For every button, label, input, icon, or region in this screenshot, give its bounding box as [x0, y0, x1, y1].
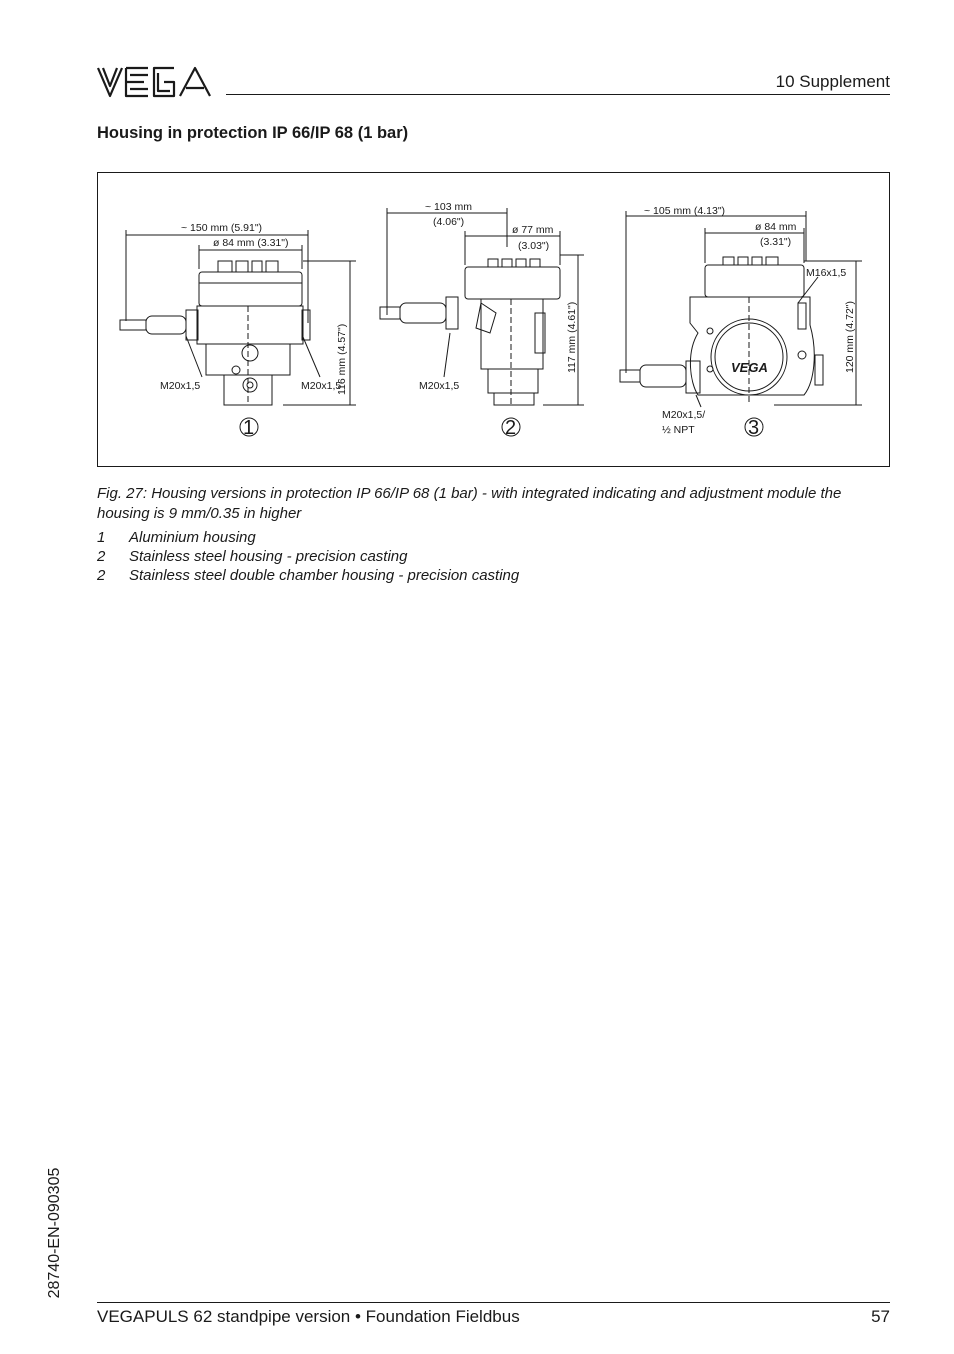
housing-dimension-figure: [97, 172, 890, 467]
h2-width-line1: ~ 103 mm: [425, 201, 472, 213]
legend-text: Stainless steel double chamber housing - precision casting: [129, 567, 520, 584]
header-section-title: 10 Supplement: [775, 72, 890, 91]
h3-width-total: ~ 105 mm (4.13"): [644, 205, 726, 217]
h2-callout: 2: [505, 417, 517, 439]
housing-3-drawing: [620, 211, 862, 407]
h2-diameter-line2: (3.03"): [518, 240, 550, 252]
h2-thread: M20x1,5: [419, 380, 460, 392]
page-title: Housing in protection IP 66/IP 68 (1 bar): [97, 124, 409, 142]
page-number: 57: [871, 1307, 890, 1326]
h3-diameter-line2: (3.31"): [760, 236, 792, 248]
h1-width-total: ~ 150 mm (5.91"): [181, 222, 263, 234]
h2-width-line2: (4.06"): [433, 216, 465, 228]
footer-title: VEGAPULS 62 standpipe version • Foundation Fieldbus: [97, 1307, 520, 1326]
legend-number: 2: [97, 548, 106, 565]
h2-height: 117 mm (4.61"): [566, 301, 578, 373]
vega-logo: [96, 66, 214, 103]
housing-2-drawing: [380, 208, 584, 405]
h2-diameter-line1: ø 77 mm: [512, 224, 554, 236]
h3-diameter-line1: ø 84 mm: [755, 221, 797, 233]
h1-thread-right: M20x1,5: [301, 380, 342, 392]
legend-number: 1: [97, 529, 106, 546]
h1-callout: 1: [243, 417, 255, 439]
side-document-id-text: 28740-EN-090305: [46, 1167, 63, 1299]
h3-thread-top: M16x1,5: [806, 267, 847, 279]
h3-callout: 3: [748, 417, 760, 439]
legend-number: 2: [97, 567, 106, 584]
legend-item: [97, 567, 519, 584]
legend-item: [97, 529, 256, 546]
housing-drawing: [98, 173, 889, 466]
header-rule: [226, 94, 890, 95]
h1-diameter: ø 84 mm (3.31"): [213, 237, 289, 249]
h3-logo-label: VEGA: [731, 360, 768, 375]
h3-height: 120 mm (4.72"): [844, 300, 856, 373]
h3-thread-bottom-line1: M20x1,5/: [662, 409, 706, 421]
housing-1-drawing: [120, 230, 356, 405]
side-document-id: [32, 1158, 78, 1308]
legend-text: Stainless steel housing - precision casting: [129, 548, 408, 565]
h1-height: 116 mm (4.57"): [336, 323, 348, 395]
figure-caption: Fig. 27: Housing versions in protection IP 66/IP 68 (1 bar) - with integrated indicating and adjustment module the housing is 9 mm/0.35 in higher: [97, 485, 842, 522]
legend-text: Aluminium housing: [129, 529, 256, 546]
h1-thread-left: M20x1,5: [160, 380, 201, 392]
footer-rule: [97, 1302, 890, 1303]
legend-item: [97, 548, 407, 565]
h3-thread-bottom-line2: ½ NPT: [662, 424, 695, 436]
